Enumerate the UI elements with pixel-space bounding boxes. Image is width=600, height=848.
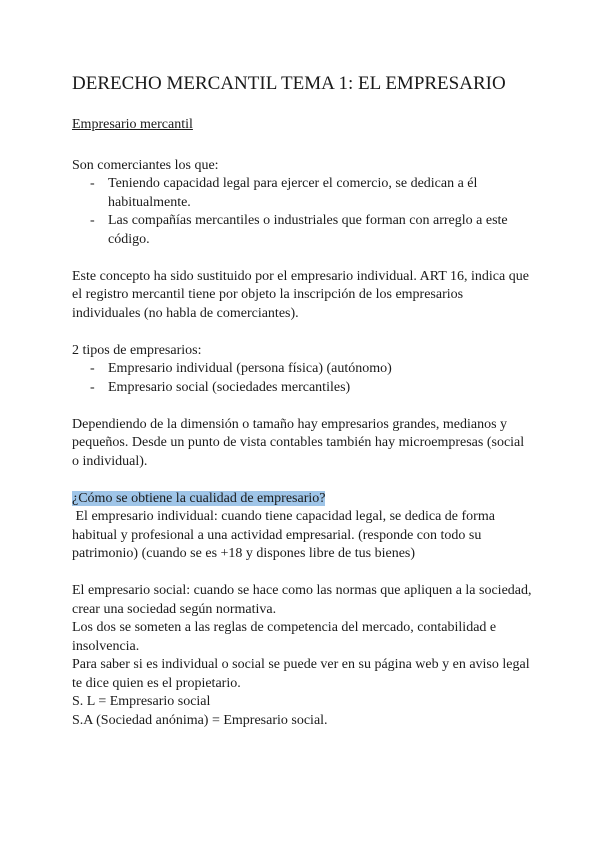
section1-list [72, 175, 532, 249]
highlighted-question: ¿Cómo se obtiene la cualidad de empresario? [72, 490, 326, 506]
bullet-dash: - [90, 361, 95, 376]
list-item [72, 212, 532, 249]
section1-intro: Son comerciantes los que: [72, 157, 219, 173]
list-item-text: Las compañías mercantiles o industriales que forman con arreglo a este código. [108, 213, 508, 247]
line-sl: S. L = Empresario social [72, 694, 211, 709]
list-item-text: Empresario social (sociedades mercantiles) [108, 379, 351, 395]
list-item [72, 175, 532, 212]
paragraph-web: Para saber si es individual o social se puede ver en su página web y en aviso legal te dice quien es el propietario. [72, 657, 530, 691]
paragraph-concept: Este concepto ha sido sustituido por el empresario individual. ART 16, indica que el registro mercantil tiene por objeto la inscripción de los empresarios individuales (no habla de comerciantes). [72, 268, 529, 321]
list-item [72, 379, 532, 398]
section-subheading: Empresario mercantil [72, 117, 193, 132]
line-sa: S.A (Sociedad anónima) = Empresario social. [72, 712, 328, 728]
list-item [72, 360, 532, 379]
document-title: DERECHO MERCANTIL TEMA 1: EL EMPRESARIO [72, 73, 506, 94]
bullet-dash: - [90, 213, 95, 228]
paragraph-social: El empresario social: cuando se hace como las normas que apliquen a la sociedad, crear una sociedad según normativa. [72, 583, 532, 617]
paragraph-individual: El empresario individual: cuando tiene capacidad legal, se dedica de forma habitual y profesional a una actividad empresarial. (responde con todo su patrimonio) (cuando se es +18 y dispones libre de tus bienes) [72, 509, 499, 561]
paragraph-dimension: Dependiendo de la dimensión o tamaño hay empresarios grandes, medianos y pequeños. Desde un punto de vista contables también hay microempresas (social o individual). [72, 416, 525, 469]
document-body [72, 72, 532, 730]
question-heading-line [72, 490, 532, 509]
section2-list [72, 360, 532, 397]
section2-intro: 2 tipos de empresarios: [72, 342, 202, 358]
bullet-dash: - [90, 176, 95, 191]
list-item-text: Teniendo capacidad legal para ejercer el comercio, se dedican a él habitualmente. [108, 176, 478, 210]
paragraph-rules: Los dos se someten a las reglas de competencia del mercado, contabilidad e insolvencia. [72, 620, 497, 654]
list-item-text: Empresario individual (persona física) (autónomo) [108, 361, 392, 376]
bullet-dash: - [90, 379, 95, 395]
